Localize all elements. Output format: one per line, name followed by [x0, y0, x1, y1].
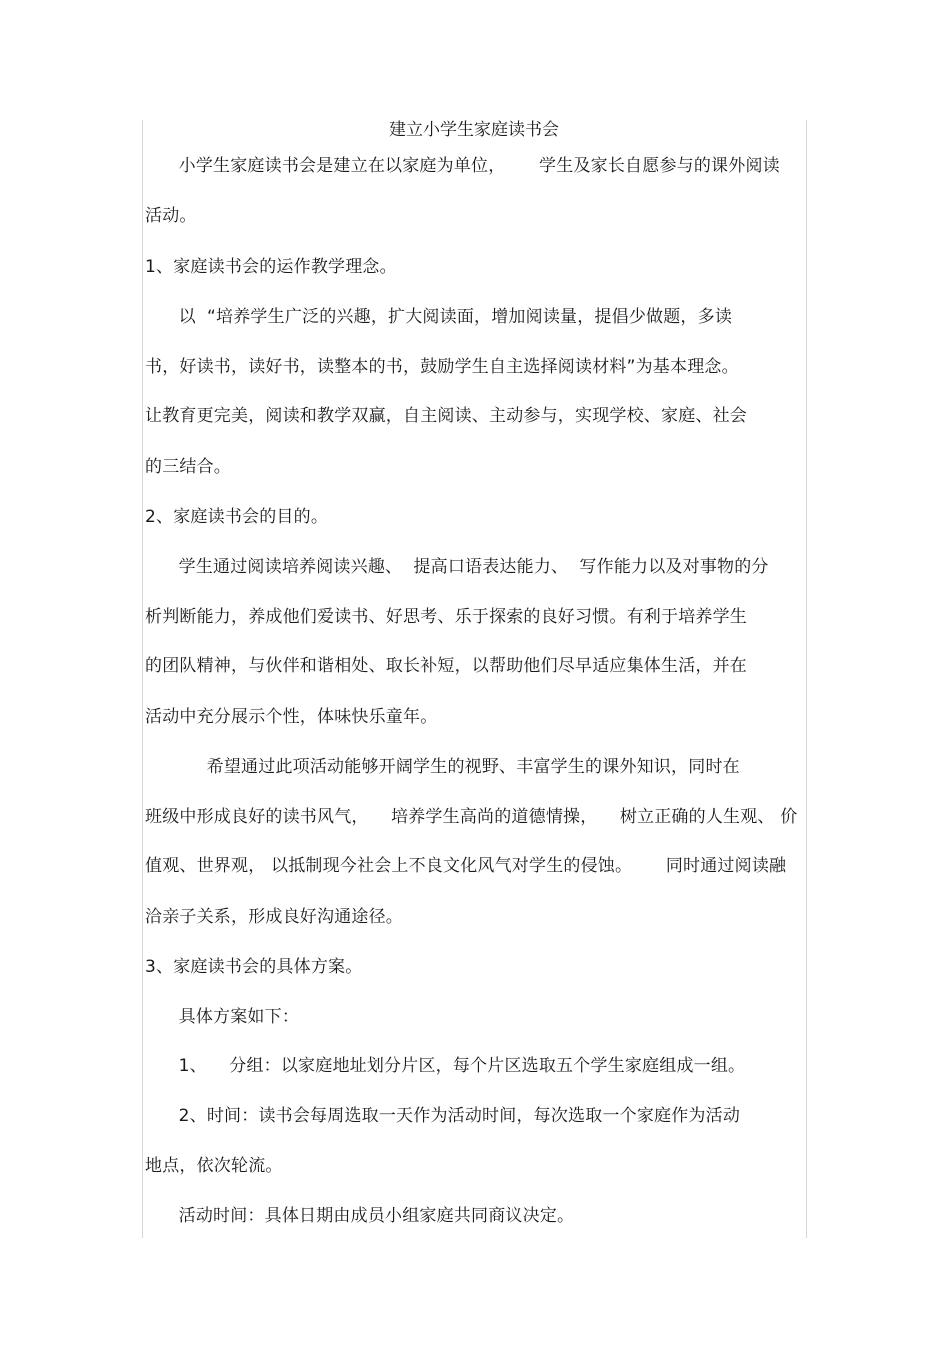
body-line: 洽亲子关系，形成良好沟通途径。: [145, 907, 403, 927]
body-line: 的团队精神，与伙伴和谐相处、取长补短，以帮助他们尽早适应集体生活，并在: [145, 656, 747, 676]
page-frame-left-border: [142, 120, 143, 1238]
body-line: 希望通过此项活动能够开阔学生的视野、丰富学生的课外知识，同时在: [145, 757, 740, 777]
body-line: 学生通过阅读培养阅读兴趣、 提高口语表达能力、 写作能力以及对事物的分: [145, 557, 769, 577]
body-line: 活动时间：具体日期由成员小组家庭共同商议决定。: [145, 1206, 575, 1226]
list-item: 2、时间：读书会每周选取一天作为活动时间，每次选取一个家庭作为活动: [145, 1106, 741, 1126]
page-frame-right-border: [806, 120, 807, 1238]
section-heading: 1、家庭读书会的运作教学理念。: [145, 257, 397, 277]
body-line: 让教育更完美，阅读和教学双赢，自主阅读、主动参与，实现学校、家庭、社会: [145, 406, 747, 426]
body-line: 书，好读书，读好书，读整本的书，鼓励学生自主选择阅读材料”为基本理念。: [145, 357, 739, 377]
document-title: 建立小学生家庭读书会: [389, 120, 559, 140]
section-heading: 3、家庭读书会的具体方案。: [145, 957, 363, 977]
body-line: 的三结合。: [145, 457, 231, 477]
body-line: 以 “培养学生广泛的兴趣，扩大阅读面，增加阅读量，提倡少做题，多读: [145, 307, 733, 327]
list-item: 1、 分组：以家庭地址划分片区，每个片区选取五个学生家庭组成一组。: [145, 1056, 746, 1076]
body-line: 活动。: [145, 206, 197, 226]
section-heading: 2、家庭读书会的目的。: [145, 507, 329, 527]
body-line: 析判断能力，养成他们爱读书、好思考、乐于探索的良好习惯。有利于培养学生: [145, 607, 747, 627]
body-line: 值观、世界观， 以抵制现今社会上不良文化风气对学生的侵蚀。 同时通过阅读融: [145, 856, 787, 876]
body-line: 班级中形成良好的读书风气， 培养学生高尚的道德情操， 树立正确的人生观、 价: [145, 807, 798, 827]
body-line: 小学生家庭读书会是建立在以家庭为单位， 学生及家长自愿参与的课外阅读: [145, 156, 780, 176]
body-line: 地点，依次轮流。: [145, 1156, 283, 1176]
body-line: 具体方案如下：: [145, 1007, 300, 1027]
body-line: 活动中充分展示个性，体味快乐童年。: [145, 707, 438, 727]
